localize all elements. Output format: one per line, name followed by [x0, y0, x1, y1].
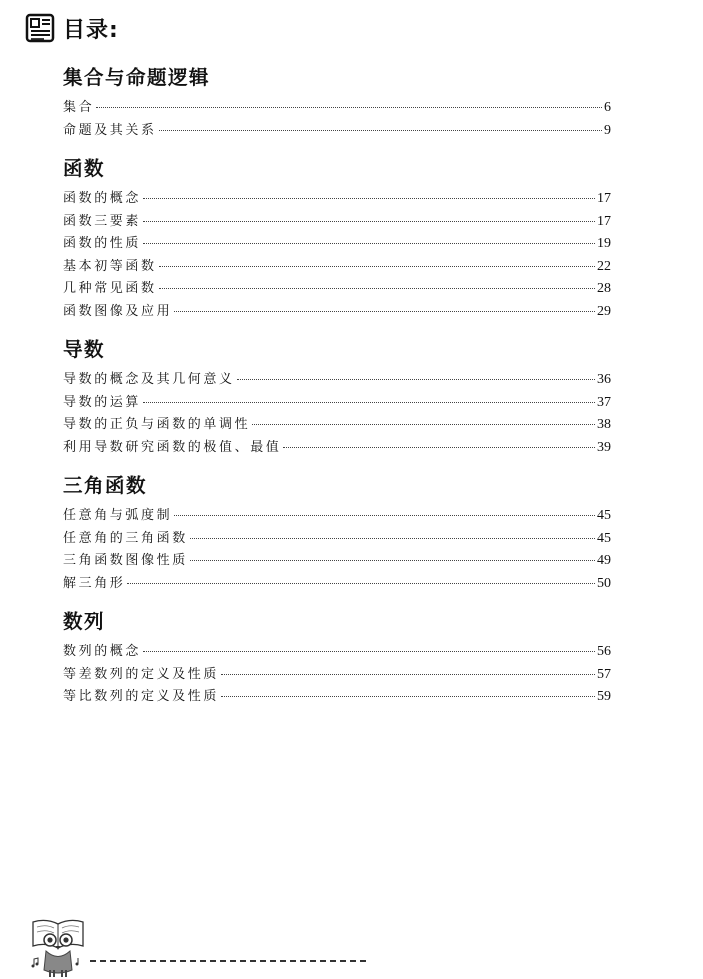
dot-leader: [143, 243, 595, 244]
toc-entry-label: 任意角与弧度制: [63, 508, 173, 523]
toc-section: [63, 155, 611, 322]
dot-leader: [159, 130, 602, 131]
toc-entry[interactable]: [63, 277, 611, 300]
toc-entry-label: 函数三要素: [63, 213, 142, 229]
owl-reading-book-icon: [28, 918, 88, 979]
table-of-contents: [63, 64, 611, 722]
section-title: 集合与命题逻辑: [63, 66, 211, 89]
toc-entry-page-number: 50: [597, 575, 611, 591]
dot-leader: [190, 538, 595, 539]
toc-entry-label: 利用导数研究函数的极值、最值: [63, 439, 282, 455]
toc-entry[interactable]: [63, 368, 611, 391]
toc-entry[interactable]: [63, 210, 611, 233]
dot-leader: [143, 221, 595, 222]
page-title: 目录:: [63, 17, 119, 43]
toc-entry-page-number: 22: [597, 258, 611, 274]
toc-entry[interactable]: [63, 96, 611, 119]
toc-entry-label: 导数的运算: [63, 394, 142, 410]
toc-entry-label: 等差数列的定义及性质: [63, 666, 220, 682]
toc-entry-page-number: 6: [604, 100, 611, 115]
dot-leader: [127, 583, 595, 584]
toc-entry[interactable]: [63, 685, 611, 708]
section-title: 导数: [63, 338, 106, 361]
dot-leader: [174, 311, 595, 312]
toc-entry-label: 几种常见函数: [63, 281, 157, 296]
toc-entry[interactable]: [63, 119, 611, 142]
toc-entry-label: 函数的性质: [63, 236, 142, 251]
toc-entry-label: 数列的概念: [63, 644, 142, 659]
dot-leader: [143, 651, 595, 652]
dot-leader: [159, 288, 595, 289]
newspaper-icon: [24, 12, 56, 44]
toc-section: [63, 608, 611, 708]
dot-leader: [174, 515, 595, 516]
toc-entry[interactable]: [63, 436, 611, 459]
toc-entry[interactable]: [63, 640, 611, 663]
toc-entry-page-number: 36: [597, 372, 611, 387]
toc-entry-page-number: 45: [597, 508, 611, 523]
toc-entry-label: 三角函数图像性质: [63, 553, 188, 568]
toc-entry[interactable]: [63, 300, 611, 323]
toc-entry-page-number: 45: [597, 530, 611, 546]
dot-leader: [283, 447, 595, 448]
toc-entry[interactable]: [63, 391, 611, 414]
toc-entry-page-number: 17: [597, 213, 611, 229]
toc-entry-page-number: 19: [597, 236, 611, 251]
toc-entry-page-number: 37: [597, 394, 611, 410]
footer-dashed-line: [90, 960, 366, 962]
toc-entry-page-number: 49: [597, 553, 611, 568]
dot-leader: [237, 379, 595, 380]
toc-entry-label: 集合: [63, 100, 95, 115]
dot-leader: [143, 198, 595, 199]
dot-leader: [159, 266, 595, 267]
toc-entry-label: 等比数列的定义及性质: [63, 689, 220, 704]
toc-entry-page-number: 28: [597, 281, 611, 296]
dot-leader: [96, 107, 602, 108]
toc-entry-page-number: 17: [597, 191, 611, 206]
section-title: 数列: [63, 610, 106, 633]
toc-entry-label: 解三角形: [63, 575, 126, 591]
toc-entry[interactable]: [63, 663, 611, 686]
dot-leader: [252, 424, 595, 425]
toc-entry-label: 基本初等函数: [63, 258, 157, 274]
toc-entry-label: 函数的概念: [63, 191, 142, 206]
dot-leader: [221, 674, 595, 675]
toc-entry-page-number: 39: [597, 439, 611, 455]
toc-entry[interactable]: [63, 572, 611, 595]
toc-entry-page-number: 38: [597, 417, 611, 432]
page-footer: [28, 918, 368, 979]
toc-entry[interactable]: [63, 255, 611, 278]
toc-header: [24, 12, 119, 44]
dot-leader: [221, 696, 595, 697]
toc-entry[interactable]: [63, 549, 611, 572]
toc-entry[interactable]: [63, 413, 611, 436]
toc-entry-page-number: 29: [597, 303, 611, 319]
toc-entry-label: 函数图像及应用: [63, 303, 173, 319]
toc-entry[interactable]: [63, 527, 611, 550]
toc-entry-label: 导数的正负与函数的单调性: [63, 417, 251, 432]
toc-entry-page-number: 59: [597, 689, 611, 704]
toc-entry-page-number: 57: [597, 666, 611, 682]
toc-section: [63, 64, 611, 141]
toc-entry[interactable]: [63, 187, 611, 210]
toc-section: [63, 336, 611, 458]
section-title: 函数: [63, 157, 106, 180]
toc-entry-label: 任意角的三角函数: [63, 530, 188, 546]
dot-leader: [190, 560, 595, 561]
toc-entry[interactable]: [63, 504, 611, 527]
section-title: 三角函数: [63, 474, 148, 497]
toc-entry-label: 导数的概念及其几何意义: [63, 372, 235, 387]
toc-entry-page-number: 56: [597, 644, 611, 659]
dot-leader: [143, 402, 595, 403]
toc-entry[interactable]: [63, 232, 611, 255]
toc-entry-label: 命题及其关系: [63, 122, 157, 138]
toc-entry-page-number: 9: [604, 122, 611, 138]
toc-section: [63, 472, 611, 594]
